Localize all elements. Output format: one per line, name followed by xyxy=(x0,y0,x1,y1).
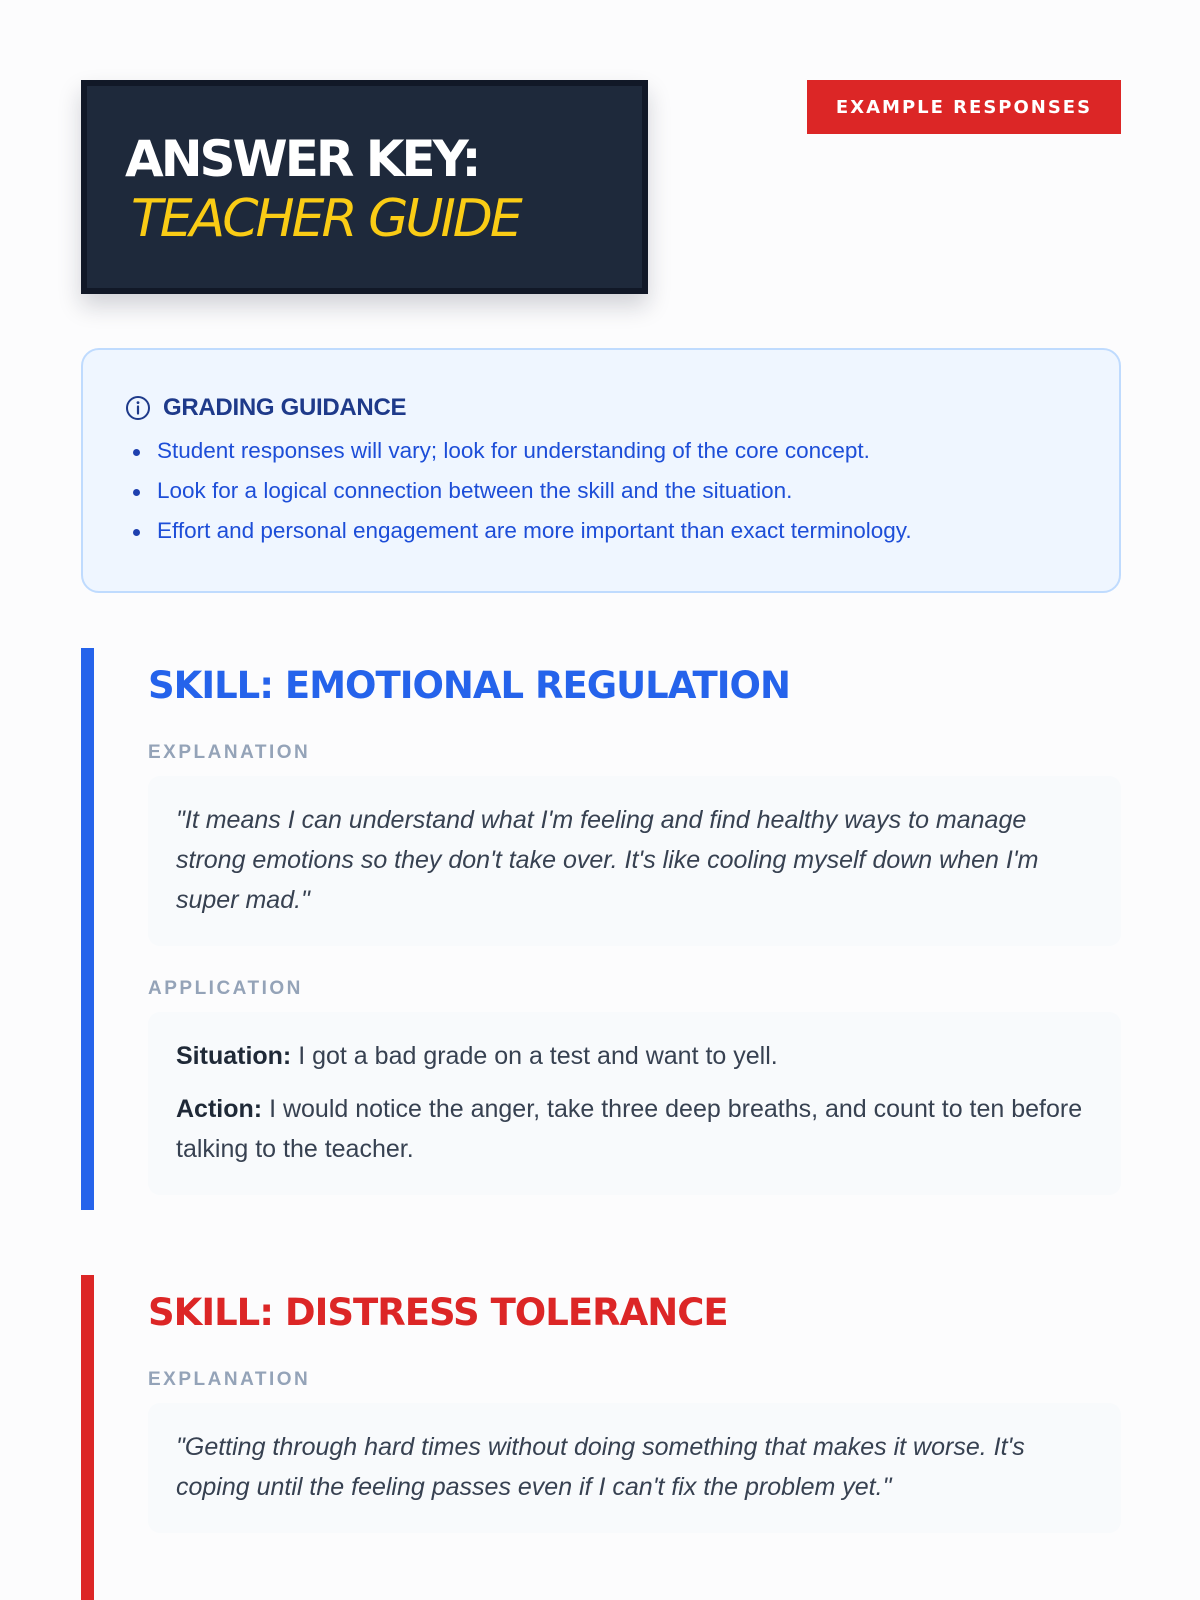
skill-accent-bar xyxy=(81,1275,94,1600)
example-responses-badge: EXAMPLE RESPONSES xyxy=(807,80,1121,134)
skill-title: SKILL: DISTRESS TOLERANCE xyxy=(148,1291,728,1334)
situation-text: I got a bad grade on a test and want to yell. xyxy=(298,1042,778,1070)
skill-accent-bar xyxy=(81,648,94,1210)
situation-line xyxy=(176,1036,1093,1076)
explanation-label: EXPLANATION xyxy=(148,742,311,763)
explanation-text: "It means I can understand what I'm feeling and find healthy ways to manage strong emotions so they don't take over. It's like cooling myself down when I'm super mad." xyxy=(176,806,1039,914)
title-block xyxy=(81,80,648,294)
info-icon xyxy=(125,395,151,421)
explanation-card xyxy=(148,1403,1121,1533)
action-text: I would notice the anger, take three deep breaths, and count to ten before talking to the teacher. xyxy=(176,1095,1083,1163)
action-label: Action: xyxy=(176,1095,263,1123)
guidance-item: Look for a logical connection between the skill and the situation. xyxy=(125,471,1119,511)
skill-section-distress-tolerance xyxy=(81,1275,1121,1600)
application-label: APPLICATION xyxy=(148,978,303,999)
grading-guidance-box xyxy=(81,348,1121,593)
guidance-item: Effort and personal engagement are more important than exact terminology. xyxy=(125,511,1119,551)
guidance-title: GRADING GUIDANCE xyxy=(163,394,407,421)
skill-title: SKILL: EMOTIONAL REGULATION xyxy=(148,664,790,707)
explanation-card xyxy=(148,776,1121,946)
explanation-text: "Getting through hard times without doing something that makes it worse. It's coping until the feeling passes even if I can't fix the problem yet." xyxy=(176,1433,1025,1501)
guidance-item: Student responses will vary; look for understanding of the core concept. xyxy=(125,431,1119,471)
guidance-header xyxy=(125,394,1119,422)
explanation-label: EXPLANATION xyxy=(148,1369,311,1390)
page-subtitle: TEACHER GUIDE xyxy=(131,189,520,249)
situation-label: Situation: xyxy=(176,1042,292,1070)
action-line xyxy=(176,1089,1093,1169)
skill-section-emotional-regulation xyxy=(81,648,1121,1210)
guidance-list xyxy=(125,431,1119,551)
page-title: ANSWER KEY: xyxy=(125,130,479,188)
application-card xyxy=(148,1012,1121,1195)
